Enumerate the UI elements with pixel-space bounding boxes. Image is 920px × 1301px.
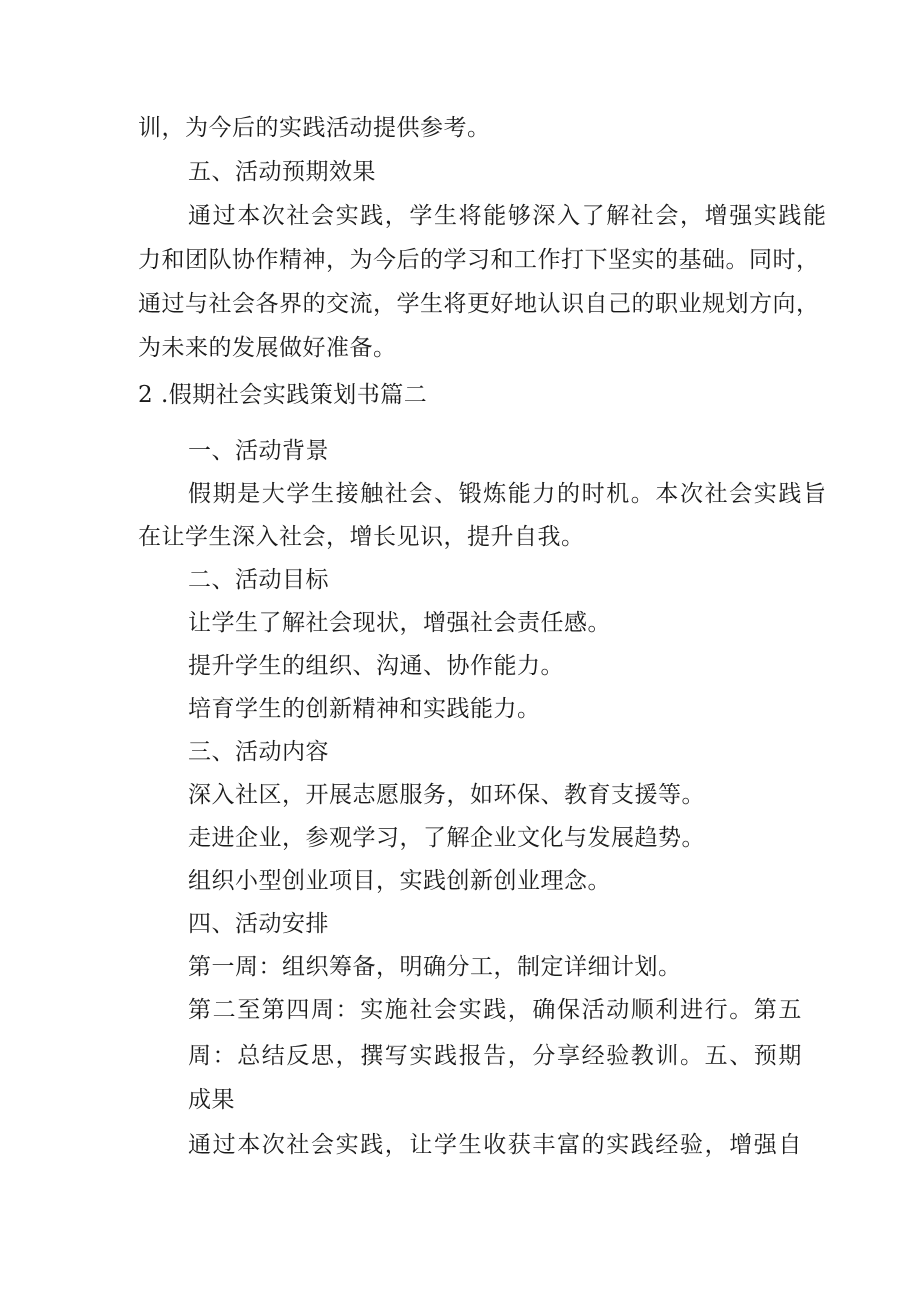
paragraph-line: 成果	[188, 1087, 235, 1113]
paragraph-line: 周：总结反思，撰写实践报告，分享经验教训。五、预期	[188, 1043, 803, 1069]
section-heading: 一、活动背景	[188, 438, 329, 464]
paragraph-line: 在让学生深入社会，增长见识，提升自我。	[138, 524, 585, 550]
paragraph-line: 走进企业，参观学习，了解企业文化与发展趋势。	[188, 825, 705, 851]
paragraph-line: 让学生了解社会现状，增强社会责任感。	[188, 610, 611, 636]
paragraph-line: 培育学生的创新精神和实践能力。	[188, 696, 541, 722]
paragraph-line: 通过与社会各界的交流，学生将更好地认识自己的职业规划方向，	[138, 291, 820, 317]
paragraph-line: 力和团队协作精神，为今后的学习和工作打下坚实的基础。同时，	[138, 247, 820, 273]
paragraph-line: 第二至第四周：实施社会实践，确保活动顺利进行。第五	[188, 997, 803, 1023]
section-heading: 二、活动目标	[188, 567, 329, 593]
section-heading: 三、活动内容	[188, 739, 329, 765]
paragraph-line: 第一周：组织筹备，明确分工，制定详细计划。	[188, 954, 682, 980]
paragraph-line: 为未来的发展做好准备。	[138, 335, 397, 361]
paragraph-line: 假期是大学生接触社会、锻炼能力的时机。本次社会实践旨	[188, 481, 828, 507]
paragraph-line: 深入社区，开展志愿服务，如环保、教育支援等。	[188, 782, 705, 808]
paragraph-line: 组织小型创业项目，实践创新创业理念。	[188, 868, 611, 894]
section-heading: 四、活动安排	[188, 911, 329, 937]
paragraph-line: 通过本次社会实践，让学生收获丰富的实践经验，增强自	[188, 1132, 803, 1158]
paragraph-line: 通过本次社会实践，学生将能够深入了解社会，增强实践能	[188, 203, 828, 229]
paragraph-line: 训，为今后的实践活动提供参考。	[138, 115, 491, 141]
document-title: 2 .假期社会实践策划书篇二	[138, 382, 428, 408]
paragraph-line: 提升学生的组织、沟通、协作能力。	[188, 653, 564, 679]
section-heading: 五、活动预期效果	[188, 159, 376, 185]
